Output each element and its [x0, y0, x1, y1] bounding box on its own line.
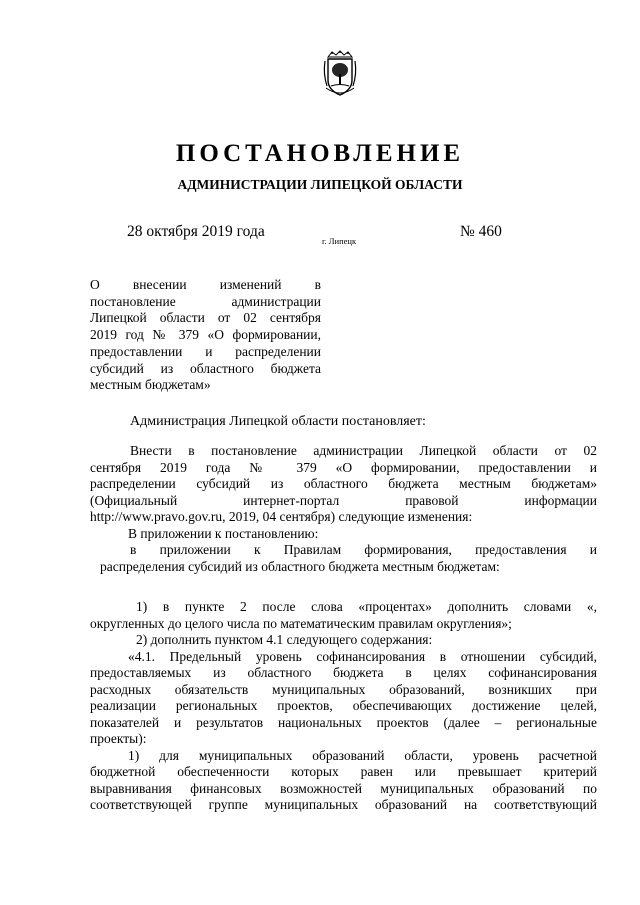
document-body [90, 443, 597, 814]
document-date: 28 октября 2019 года [127, 223, 265, 240]
body-line: выравнивания финансовых возможностей муниципальных образований по [90, 780, 597, 796]
preamble: Администрация Липецкой области постановляет: [130, 414, 426, 429]
heading-line: предоставлении и распределении [90, 343, 321, 359]
body-line: бюджетной обеспеченности которых равен или превышает критерий [90, 764, 597, 779]
heading-line: О внесении изменений в [90, 277, 321, 292]
document-city: г. Липецк [322, 236, 357, 246]
body-line: расходных обязательств муниципальных образований, возникших при [90, 681, 597, 697]
heading-line: 2019 год № 379 «О формировании, [90, 327, 321, 343]
heading-line: субсидий из областного бюджета [90, 360, 321, 376]
body-line: сентября 2019 года № 379 «О формировании, предоставлении и [90, 459, 597, 475]
document-subtitle: АДМИНИСТРАЦИИ ЛИПЕЦКОЙ ОБЛАСТИ [177, 177, 463, 192]
body-line: соответствующей группе муниципальных образований на соответствующий [90, 797, 597, 812]
coat-of-arms-icon [320, 50, 360, 98]
body-line: 1) для муниципальных образований области, уровень расчетной [128, 747, 597, 763]
body-line: в приложении к Правилам формирования, предоставления и [130, 542, 597, 557]
document-number: № 460 [460, 223, 502, 240]
body-line: реализации региональных проектов, обеспечивающих достижение целей, [90, 698, 597, 713]
body-line: предоставляемых из областного бюджета в целях софинансирования [90, 665, 597, 680]
body-line: «4.1. Предельный уровень софинансирования в отношении субсидий, [128, 648, 597, 664]
document-heading [90, 277, 321, 394]
body-line: Внести в постановление администрации Липецкой области от 02 [130, 443, 597, 458]
body-line: округленных до целого числа по математическим правилам округления»; [90, 615, 512, 631]
body-line: 2) дополнить пунктом 4.1 следующего содержания: [136, 632, 433, 647]
body-line: распределения субсидий из областного бюджета местным бюджетам: [100, 558, 500, 574]
body-line: проекты): [90, 731, 147, 746]
heading-line: местным бюджетам» [90, 377, 211, 393]
document-title: ПОСТАНОВЛЕНИЕ [175, 140, 465, 167]
heading-line: Липецкой области от 02 сентября [90, 310, 321, 326]
body-line: показателей и результатов национальных проектов (далее – региональные [90, 714, 597, 730]
body-line: В приложении к постановлению: [128, 525, 319, 541]
body-line: 1) в пункте 2 после слова «процентах» дополнить словами «, [136, 599, 597, 614]
body-line: http://www.pravo.gov.ru, 2019, 04 сентября) следующие изменения: [90, 509, 473, 524]
body-line: распределении субсидий из областного бюджета местным бюджетам» [90, 476, 597, 491]
body-line: (Официальный интернет-портал правовой информации [90, 492, 597, 508]
heading-line: постановление администрации [90, 293, 321, 309]
